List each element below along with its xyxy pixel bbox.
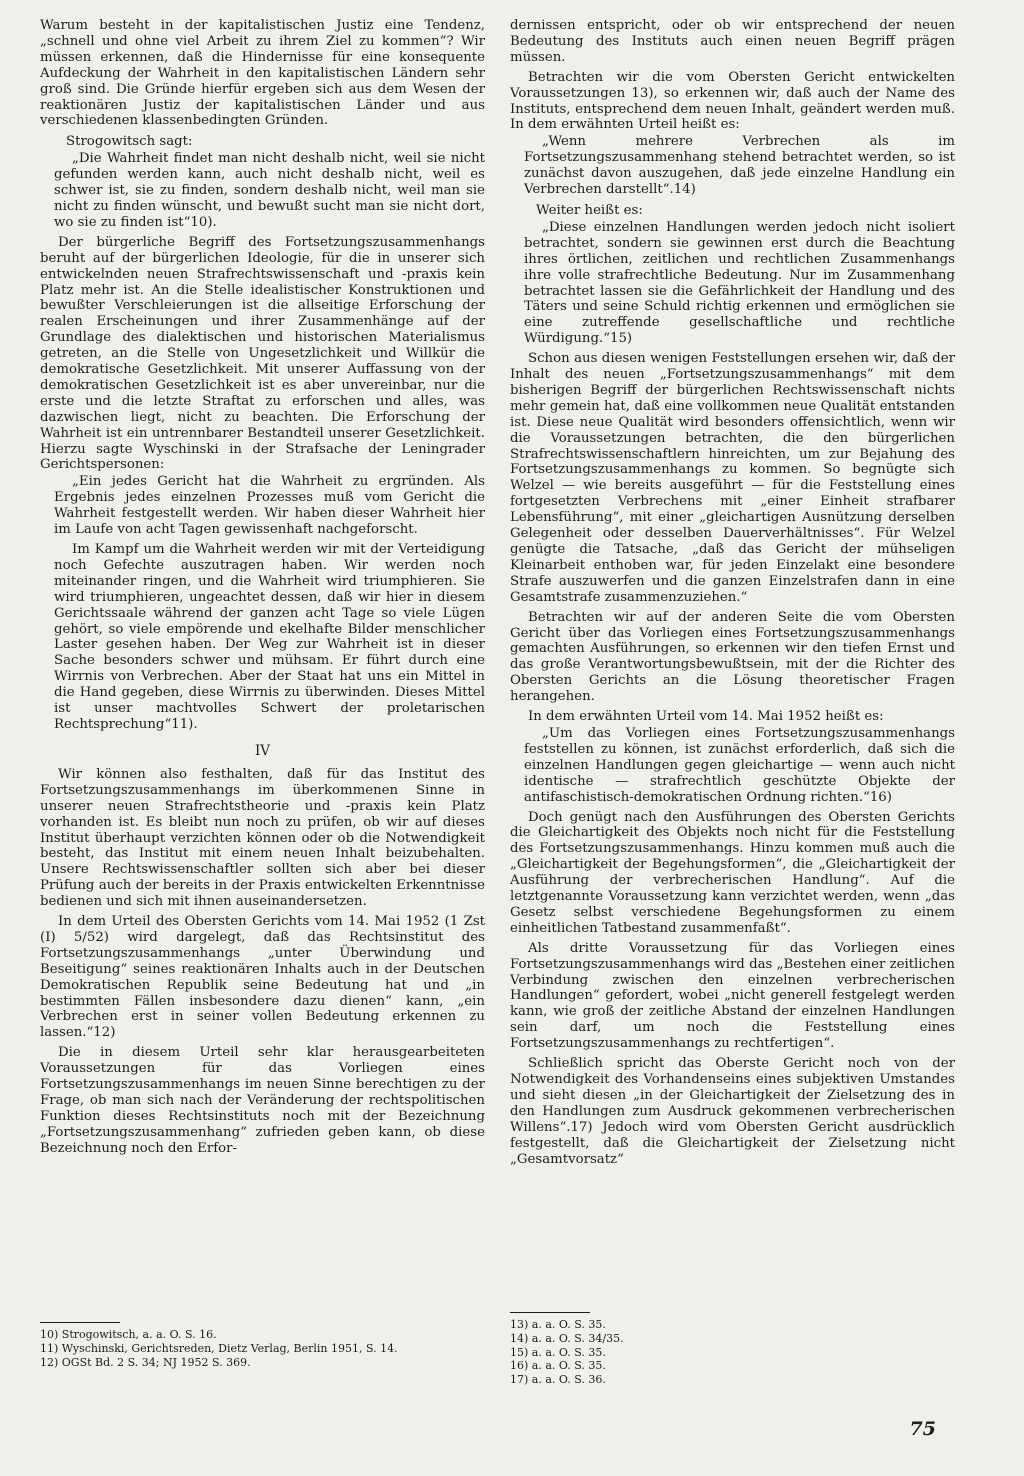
block-quote: „Diese einzelnen Handlungen werden jedoch nicht isoliert betrachtet, sondern sie gewinnen erst durch die Beachtung ihres örtlichen, zeitlichen und rechtlichen Zusammenhangs ihre volle strafrechtliche Bedeutung. Nur im Zusammenhang betrachtet lassen sie die Gefährlichkeit der Handlung und des Täters und seine Schuld richtig erkennen und ermöglichen sie eine zutreffende gesellschaftliche und rechtliche Würdigung.“15) (524, 219, 955, 347)
paragraph: Die in diesem Urteil sehr klar herausgearbeiteten Voraussetzungen für das Vorliegen eines Fortsetzungszusammenhangs im neuen Sinne berechtigen zu der Frage, ob man sich nach der Veränderung der rechtspolitischen Funktion dieses Rechtsinstituts noch mit der Bezeichnung „Fortsetzungszusammenhang“ zufrieden geben kann, ob diese Bezeichnung noch den Erfor- (40, 1045, 485, 1156)
footnotes-right (510, 1318, 955, 1387)
paragraph: Als dritte Voraussetzung für das Vorliegen eines Fortsetzungszusammenhangs wird das „Bestehen einer zeitlichen Verbindung zwischen den einzelnen verbrecherischen Handlungen“ gefordert, wobei „nicht generell festgelegt werden kann, wie groß der zeitliche Abstand der einzelnen Handlungen sein darf, um noch die Feststellung eines Fortsetzungszusammenhangs zu rechtfertigen“. (510, 940, 955, 1052)
page-number: 75 (909, 1418, 936, 1440)
footnote-rule-left (40, 1322, 120, 1323)
footnote-10: 10) Strogowitsch, a. a. O. S. 16. (40, 1328, 217, 1341)
block-quote: „Wenn mehrere Verbrechen als im Fortsetzungszusammenhang stehend betrachtet werden, so ist zunächst davon auszugehen, daß jede einzelne Handlung ein Verbrechen darstellt“.14) (524, 134, 955, 198)
block-quote: „Um das Vorliegen eines Fortsetzungszusammenhangs feststellen zu können, ist zunächst erforderlich, daß sich die einzelnen Handlungen gegen gleichartige — wenn auch nicht identische — strafrechtlich geschützte Objekte der antifaschistisch-demokratischen Ordnung richten.“16) (524, 725, 955, 805)
block-quote: Im Kampf um die Wahrheit werden wir mit der Verteidigung noch Gefechte auszutragen haben. Wir werden noch miteinander ringen, und die Wahrheit wird triumphieren. Sie wird triumphieren, ungeachtet dessen, daß wir hier in diesem Gerichtssaale während der ganzen acht Tage so viele Lügen gehört, so viele empörende und ekelhafte Bilder menschlicher Laster gesehen haben. Der Weg zur Wahrheit ist in dieser Sache besonders schwer und mühsam. Er führt durch eine Wirrnis von Verbrechen. Aber der Staat hat uns ein Mittel in die Hand gegeben, diese Wirrnis zu überwinden. Dieses Mittel ist unser machtvolles Schwert der proletarischen Rechtsprechung“11). (54, 542, 485, 732)
paragraph: dernissen entspricht, oder ob wir entsprechend der neuen Bedeutung des Instituts auch einen neuen Begriff prägen müssen. (510, 18, 955, 65)
footnote-11: 11) Wyschinski, Gerichtsreden, Dietz Verlag, Berlin 1951, S. 14. (40, 1341, 398, 1355)
footnote-rule-right (510, 1312, 590, 1313)
right-text-column (510, 18, 955, 1167)
paragraph: In dem erwähnten Urteil vom 14. Mai 1952 heißt es: (528, 709, 884, 725)
block-quote: „Die Wahrheit findet man nicht deshalb nicht, weil sie nicht gefunden werden kann, auch nicht deshalb nicht, weil es schwer ist, sie zu finden, sondern deshalb nicht, weil man sie nicht zu finden wünscht, und bewußt sucht man sie nicht dort, wo sie zu finden ist“10). (54, 151, 485, 230)
paragraph: Strogowitsch sagt: (66, 134, 193, 150)
paragraph: Schon aus diesen wenigen Feststellungen ersehen wir, daß der Inhalt des neuen „Fortsetzungszusammenhangs“ mit dem bisherigen Begriff der bürgerlichen Rechtswissenschaft nichts mehr gemein hat, daß eine vollkommen neue Qualität entstanden ist. Diese neue Qualität wird besonders offensichtlich, wenn wir die Voraussetzungen betrachten, die den bürgerlichen Strafrechtswissenschaftlern hinreichten, um zur Bejahung des Fortsetzungszusammenhangs zu kommen. So begnügte sich Welzel — wie bereits ausgeführt — für die Feststellung eines fortgesetzten Verbrechens mit „einer Einheit strafbarer Lebensführung“, mit einer „gleichartigen Ausnützung derselben Gelegenheit oder desselben Dauerverhältnisses“. Für Welzel genügte die Tatsache, „daß das Gericht der mühseligen Kleinarbeit enthoben war, für jeden Einzelakt eine besondere Strafe auszuwerfen und die ganzen Einzelstrafen dann in eine Gesamtstrafe zusammenzuziehen.“ (510, 351, 955, 605)
footnote-12: 12) OGSt Bd. 2 S. 34; NJ 1952 S. 369. (40, 1355, 251, 1369)
section-heading: IV (254, 742, 271, 759)
footnote-16: 16) a. a. O. S. 35. (510, 1359, 606, 1373)
footnotes-left (40, 1328, 485, 1369)
paragraph: Betrachten wir die vom Obersten Gericht entwickelten Voraussetzungen 13), so erkennen wir, daß auch der Name des Instituts, entsprechend dem neuen Inhalt, geändert werden muß. In dem erwähnten Urteil heißt es: (510, 69, 955, 133)
paragraph: Der bürgerliche Begriff des Fortsetzungszusammenhangs beruht auf der bürgerlichen Ideologie, für die in unserer sich entwickelnden neuen Strafrechtswissenschaft und -praxis kein Platz mehr ist. An die Stelle idealistischer Konstruktionen und bewußter Verschleierungen ist die allseitige Erforschung der realen Erscheinungen und ihrer Zusammenhänge auf der Grundlage des dialektischen und historischen Materialismus getreten, an die Stelle von Ungesetzlichkeit und Willkür die demokratische Gesetzlichkeit. Mit unserer Auffassung von der demokratischen Gesetzlichkeit ist es aber unvereinbar, nur die erste und die letzte Straftat zu erforschen und alles, was dazwischen liegt, nicht zu beachten. Die Erforschung der Wahrheit ist ein untrennbarer Bestandteil unserer Gesetzlichkeit. Hierzu sagte Wyschinski in der Strafsache der Leningrader Gerichtspersonen: (40, 234, 485, 473)
paragraph: Betrachten wir auf der anderen Seite die vom Obersten Gericht über das Vorliegen eines Fortsetzungszusammenhangs gemachten Ausführungen, so erkennen wir den tiefen Ernst und das große Verantwortungsbewußtsein, mit der die Richter des Obersten Gerichts an die Lösung theoretischer Fragen herangehen. (510, 609, 955, 705)
footnote-17: 17) a. a. O. S. 36. (510, 1373, 606, 1387)
left-text-column (40, 18, 485, 1157)
paragraph: Doch genügt nach den Ausführungen des Obersten Gerichts die Gleichartigkeit des Objekts noch nicht für die Feststellung des Fortsetzungszusammenhangs. Hinzu kommen muß auch die „Gleichartigkeit der Begehungsformen“, die „Gleichartigkeit der Ausführung der verbrecherischen Handlung“. Auf die letztgenannte Voraussetzung kann verzichtet werden, wenn „das Gesetz selbst verschiedene Begehungsformen zu einem einheitlichen Tatbestand zusammenfaßt“. (510, 809, 955, 936)
paragraph: In dem Urteil des Obersten Gerichts vom 14. Mai 1952 (1 Zst (I) 5/52) wird dargelegt, daß das Rechtsinstitut des Fortsetzungszusammenhangs „unter Überwindung und Beseitigung“ seines reaktionären Inhalts auch in der Deutschen Demokratischen Republik seine Bedeutung hat und „in bestimmten Fällen insbesondere dazu dienen“ kann, „ein Verbrechen erst in seiner vollen Bedeutung erkennen zu lassen.“12) (40, 914, 485, 1041)
block-quote: „Ein jedes Gericht hat die Wahrheit zu ergründen. Als Ergebnis jedes einzelnen Prozesses muß vom Gericht die Wahrheit festgestellt werden. Wir haben dieser Wahrheit hier im Laufe von acht Tagen gewissenhaft nachgeforscht. (54, 474, 485, 538)
footnote-13: 13) a. a. O. S. 35. (510, 1318, 606, 1331)
footnote-14: 14) a. a. O. S. 34/35. (510, 1331, 624, 1345)
paragraph: Warum besteht in der kapitalistischen Justiz eine Tendenz, „schnell und ohne viel Arbeit zu ihrem Ziel zu kommen“? Wir müssen erkennen, daß die Hindernisse für eine konsequente Aufdeckung der Wahrheit in den kapitalistischen Ländern sehr groß sind. Die Gründe hierfür ergeben sich aus dem Wesen der reaktionären Justiz der kapitalistischen Länder und aus verschiedenen klassenbedingten Gründen. (40, 18, 485, 129)
footnote-15: 15) a. a. O. S. 35. (510, 1345, 606, 1359)
paragraph: Weiter heißt es: (536, 202, 643, 218)
paragraph: Wir können also festhalten, daß für das Institut des Fortsetzungszusammenhangs im überkommenen Sinne in unserer neuen Strafrechtstheorie und -praxis kein Platz vorhanden ist. Es bleibt nun noch zu prüfen, ob wir auf dieses Institut überhaupt verzichten können oder ob die Notwendigkeit besteht, das Institut mit einem neuen Inhalt beizubehalten. Unsere Rechtswissenschaftler sollten sich aber bei dieser Prüfung auch der bereits in der Praxis entwickelten Erkenntnisse bedienen und sich mit ihnen auseinandersetzen. (40, 766, 485, 910)
paragraph: Schließlich spricht das Oberste Gericht noch von der Notwendigkeit des Vorhandenseins eines subjektiven Umstandes und sieht diesen „in der Gleichartigkeit der Zielsetzung des in den Handlungen zum Ausdruck gekommenen verbrecherischen Willens“.17) Jedoch wird vom Obersten Gericht ausdrücklich festgestellt, daß die Gleichartigkeit der Zielsetzung nicht „Gesamtvorsatz“ (510, 1056, 955, 1167)
